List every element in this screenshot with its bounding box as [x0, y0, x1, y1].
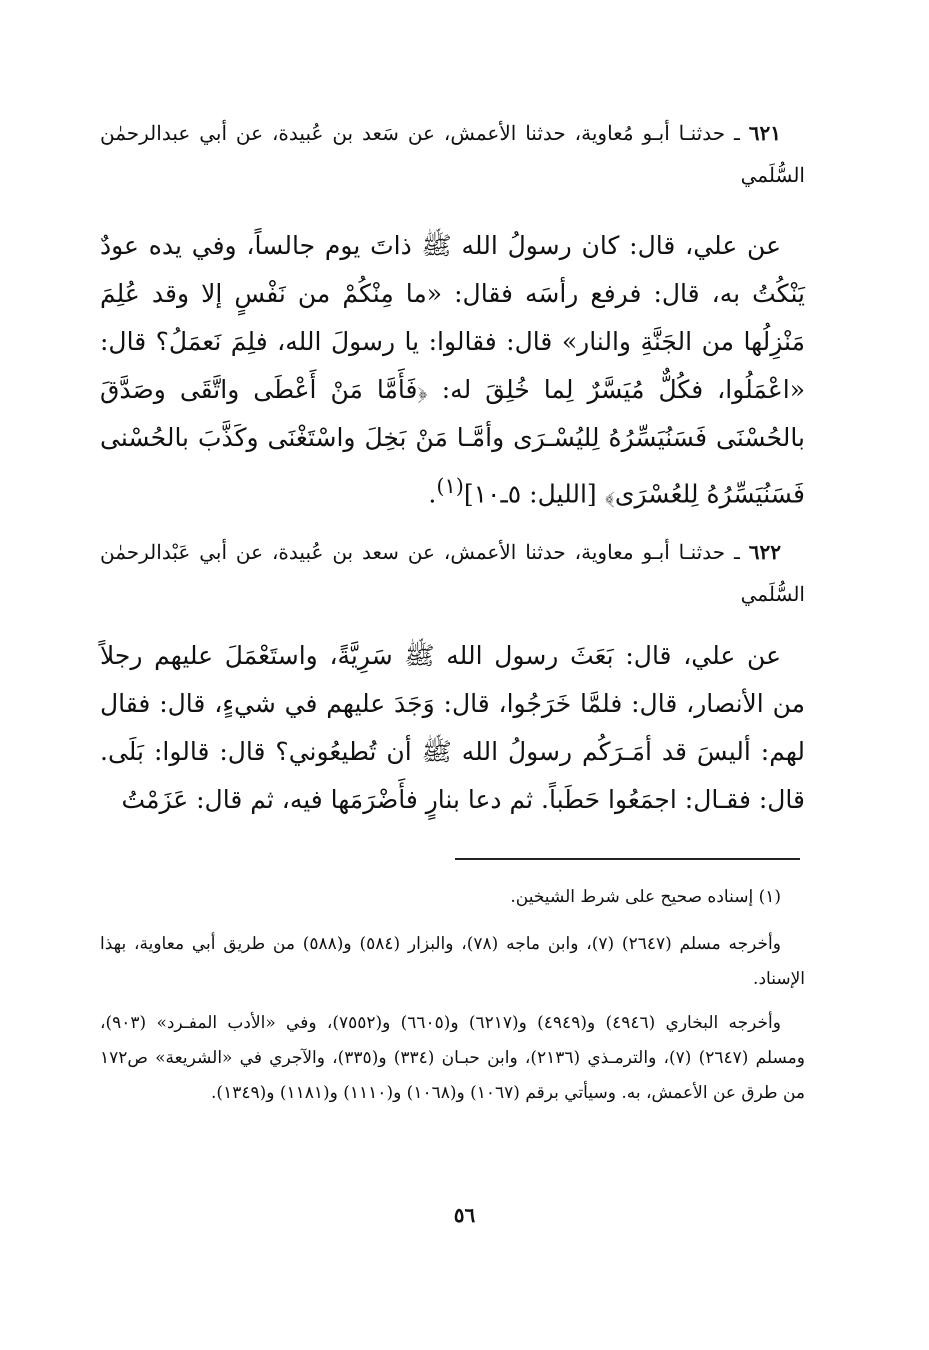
footnote-ref-1: (١)	[436, 474, 464, 498]
hadith-622-matn	[100, 632, 805, 824]
hadith-621-isnad-line	[100, 112, 805, 196]
hadith-622-number: ٦٢٢	[748, 540, 782, 564]
footnote-3	[100, 1006, 805, 1111]
hadith-621-number: ٦٢١	[748, 121, 782, 145]
hadith-622-isnad	[100, 531, 805, 615]
footnote-1	[100, 880, 805, 915]
hadith-622-matn-paragraph	[100, 632, 805, 824]
footnote-2-text: وأخرجه مسلم (٢٦٤٧) (٧)، وابن ماجه (٧٨)، والبزار (٥٨٤) و(٥٨٨) من طريق أبي معاوية، بهذا الإسناد.	[100, 934, 805, 989]
footnote-3-text: وأخرجه البخاري (٤٩٤٦) و(٤٩٤٩) و(٦٢١٧) و(٦٦٠٥) و(٧٥٥٢)، وفي «الأدب المفـرد» (٩٠٣)، ومسلم (٢٦٤٧) (٧)، والترمـذي (٢١٣٦)، وابن حبـان (٣٣٤) و(٣٣٥)، والآجري في «الشريعة» ص١٧٢ من طرق عن الأعمش، به. وسيأتي برقم (١٠٦٧) و(١٠٦٨) و(١١١٠) و(١١٨١) و(١٣٤٩).	[100, 1013, 805, 1103]
hadith-621-isnad-text: ـ حدثنـا أبـو مُعاوية، حدثنا الأعمش، عن سَعد بن عُبيدة، عن أبي عبدالرحمٰن السُّلَمي	[100, 121, 805, 187]
footnote-1-text: (١) إسناده صحيح على شرط الشيخين.	[510, 887, 781, 907]
hadith-621-matn-paragraph: عن علي، قال: كان رسولُ الله ﷺ ذاتَ يوم جالساً، وفي يده عودٌ يَنْكُتُ به، قال: فرفع رأسَه فقال: «ما مِنْكُمْ من نَفْسٍ إلا وقد عُلِمَ مَنْزِلُها من الجَنَّةِ والنار» قال: فقالوا: يا رسولَ الله، فلِمَ نَعمَلُ؟ قال: «اعْمَلُوا، فكُلٌّ مُيَسَّرٌ لِما خُلِقَ له: ﴿فَأَمَّا مَنْ أَعْطَى واتَّقَى وصَدَّقَ بالحُسْنَى فَسَنُيَسِّرُهُ لِليُسْـرَى وأمَّـا مَنْ بَخِلَ واسْتَغْنَى وكَذَّبَ بالحُسْنى فَسَنُيَسِّرُهُ لِلعُسْرَى﴾ [الليل: ٥ـ١٠]$^{(١)}$.	[100, 231, 805, 509]
hadith-621-matn	[100, 222, 805, 518]
footnote-divider	[455, 858, 800, 860]
hadith-622-isnad-text: ـ حدثنـا أبـو معاوية، حدثنا الأعمش، عن سعد بن عُبيدة، عن أبي عَبْدالرحمٰن السُّلَمي	[100, 540, 805, 606]
hadith-622-matn-text: عن علي، قال: بَعَثَ رسول الله ﷺ سَرِيَّةً، واستَعْمَلَ عليهم رجلاً من الأنصار، قال: فلمَّا خَرَجُوا، قال: وَجَدَ عليهم في شيءٍ، قال: فقال لهم: أليسَ قد أمَـرَكُم رسولُ الله ﷺ أن تُطيعُوني؟ قال: قالوا: بَلَى. قال: فقـال: اجمَعُوا حَطَباً. ثم دعا بنارٍ فأَضْرَمَها فيه، ثم قال: عَزَمْتُ	[100, 641, 805, 814]
page-number: ٥٦	[453, 1203, 476, 1227]
hadith-621-isnad	[100, 112, 805, 196]
hadith-622-isnad-line	[100, 531, 805, 615]
footnote-2	[100, 927, 805, 997]
hadith-621-matn-text: عن علي، قال: كان رسولُ الله ﷺ ذاتَ يوم جالساً، وفي يده عودٌ يَنْكُتُ به، قال: فرفع رأسَه فقال: «ما مِنْكُمْ من نَفْسٍ إلا وقد عُلِمَ مَنْزِلُها من الجَنَّةِ والنار» قال: فقالوا: يا رسولَ الله، فلِمَ نَعمَلُ؟ قال: «اعْمَلُوا، فكُلٌّ مُيَسَّرٌ لِما خُلِقَ له: ﴿فَأَمَّا مَنْ أَعْطَى واتَّقَى وصَدَّقَ بالحُسْنَى فَسَنُيَسِّرُهُ لِليُسْـرَى وأمَّـا مَنْ بَخِلَ واسْتَغْنَى وكَذَّبَ بالحُسْنى فَسَنُيَسِّرُهُ لِلعُسْرَى﴾ [الليل: ٥ـ١٠]	[100, 231, 805, 509]
